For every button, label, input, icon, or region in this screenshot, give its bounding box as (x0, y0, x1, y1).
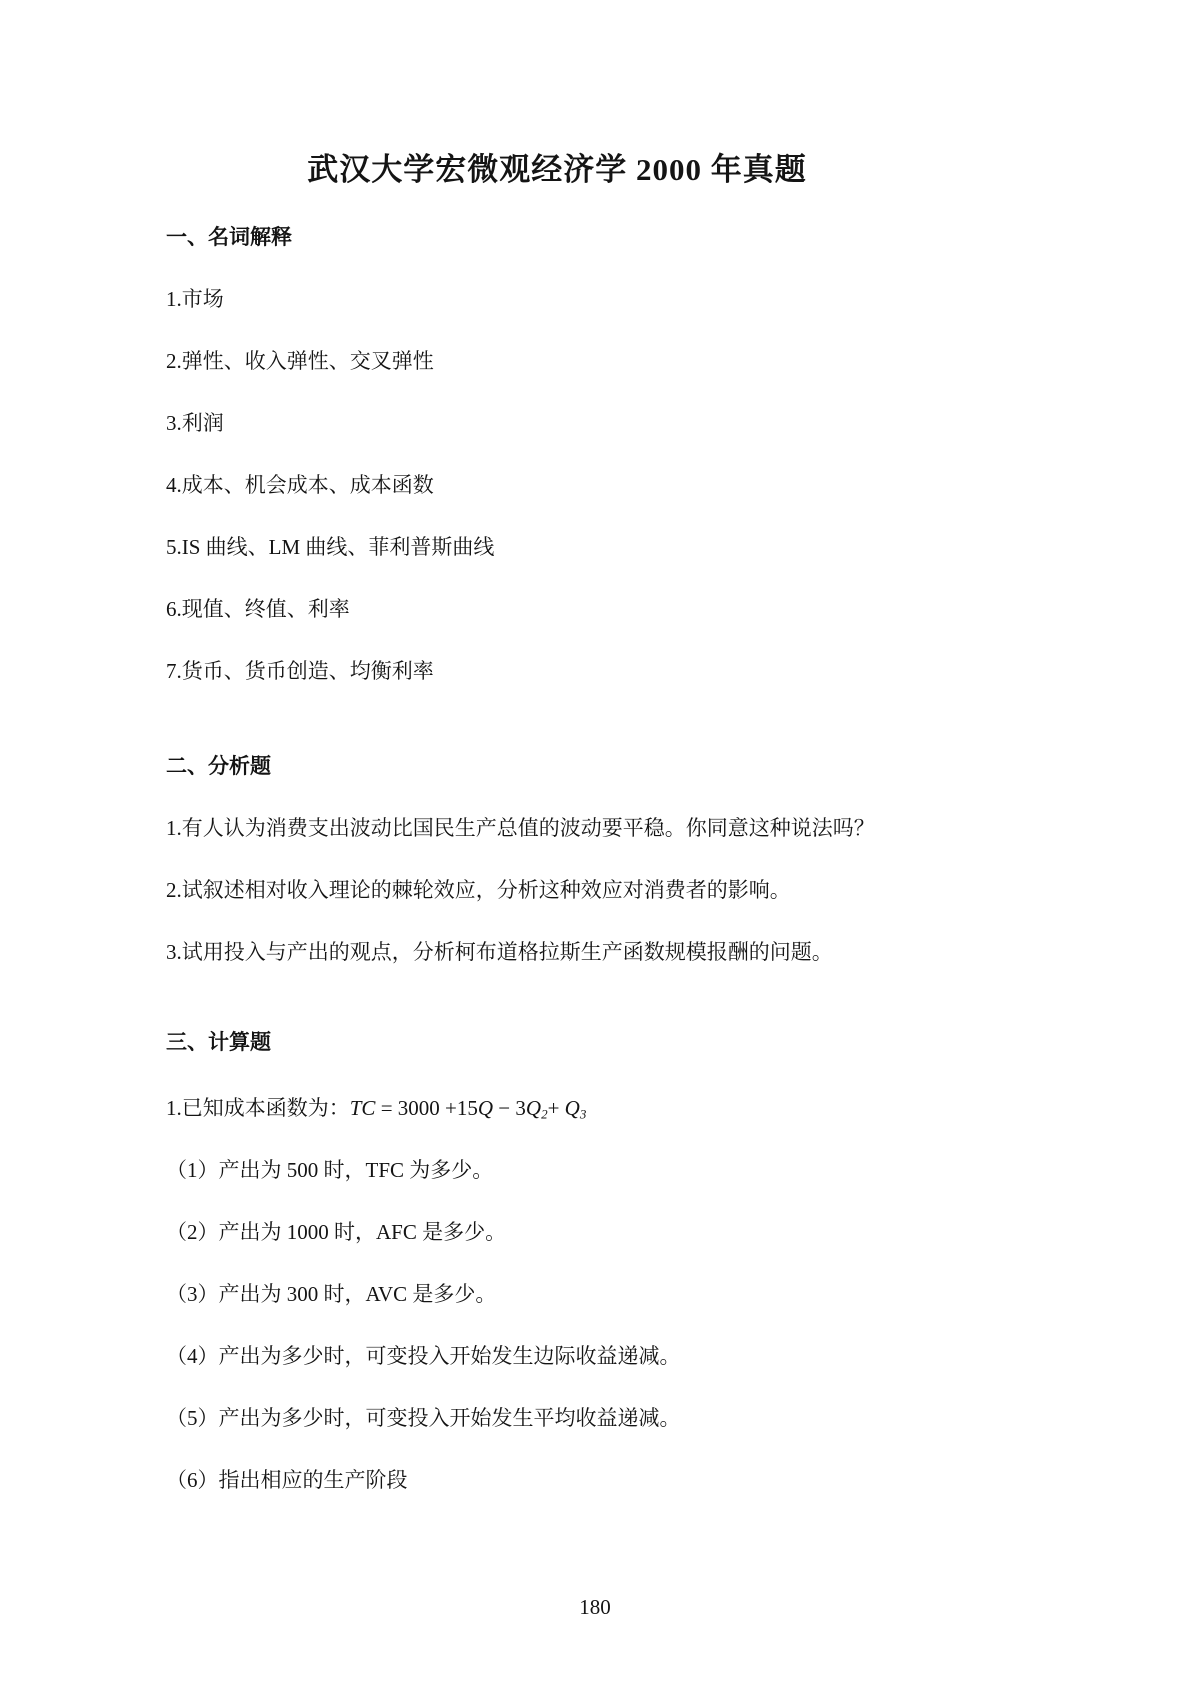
analysis-item-3: 3.试用投入与产出的观点，分析柯布道格拉斯生产函数规模报酬的问题。 (166, 940, 833, 964)
analysis-item-1: 1.有人认为消费支出波动比国民生产总值的波动要平稳。你同意这种说法吗？ (166, 816, 875, 840)
formula-segment-2: − 3 (493, 1096, 526, 1120)
cost-function-formula (350, 1096, 587, 1120)
section-terms-heading: 一、名词解释 (166, 225, 292, 249)
term-item-1: 1.市场 (166, 287, 224, 311)
calc-subitem-4: （4）产出为多少时，可变投入开始发生边际收益递减。 (166, 1344, 681, 1368)
page-number: 180 (579, 1595, 611, 1619)
page-title: 武汉大学宏微观经济学 2000 年真题 (307, 152, 807, 187)
formula-prefix: 1.已知成本函数为： (166, 1096, 350, 1120)
formula-var-q2: Q (525, 1096, 542, 1120)
calc-subitem-1: （1）产出为 500 时，TFC 为多少。 (166, 1158, 494, 1182)
term-item-3: 3.利润 (166, 411, 224, 435)
formula-segment-1: = 3000 +15 (375, 1096, 478, 1120)
analysis-item-2: 2.试叙述相对收入理论的棘轮效应，分析这种效应对消费者的影响。 (166, 878, 791, 902)
term-item-4: 4.成本、机会成本、成本函数 (166, 473, 434, 497)
section-calculation-heading: 三、计算题 (166, 1030, 271, 1054)
calc-subitem-6: （6）指出相应的生产阶段 (166, 1468, 408, 1492)
calc-subitem-5: （5）产出为多少时，可变投入开始发生平均收益递减。 (166, 1406, 681, 1430)
section-analysis (166, 751, 1024, 967)
term-item-5: 5.IS 曲线、LM 曲线、菲利普斯曲线 (166, 535, 495, 559)
formula-subscript-2: 2 (541, 1106, 548, 1122)
calc-subitem-2: （2）产出为 1000 时，AFC 是多少。 (166, 1220, 507, 1244)
cost-function-line (166, 1093, 1024, 1123)
section-calculation (166, 1027, 1024, 1495)
formula-var-q1: Q (477, 1096, 494, 1120)
term-item-7: 7.货币、货币创造、均衡利率 (166, 659, 434, 683)
term-item-6: 6.现值、终值、利率 (166, 597, 350, 621)
section-analysis-heading: 二、分析题 (166, 754, 271, 778)
section-terms (166, 222, 1024, 686)
calc-subitem-3: （3）产出为 300 时，AVC 是多少。 (166, 1282, 497, 1306)
formula-var-q3: Q (564, 1096, 580, 1120)
formula-segment-3: + (547, 1096, 565, 1120)
formula-subscript-3: 3 (579, 1106, 587, 1122)
term-item-2: 2.弹性、收入弹性、交叉弹性 (166, 349, 434, 373)
formula-var-tc: TC (349, 1096, 376, 1120)
